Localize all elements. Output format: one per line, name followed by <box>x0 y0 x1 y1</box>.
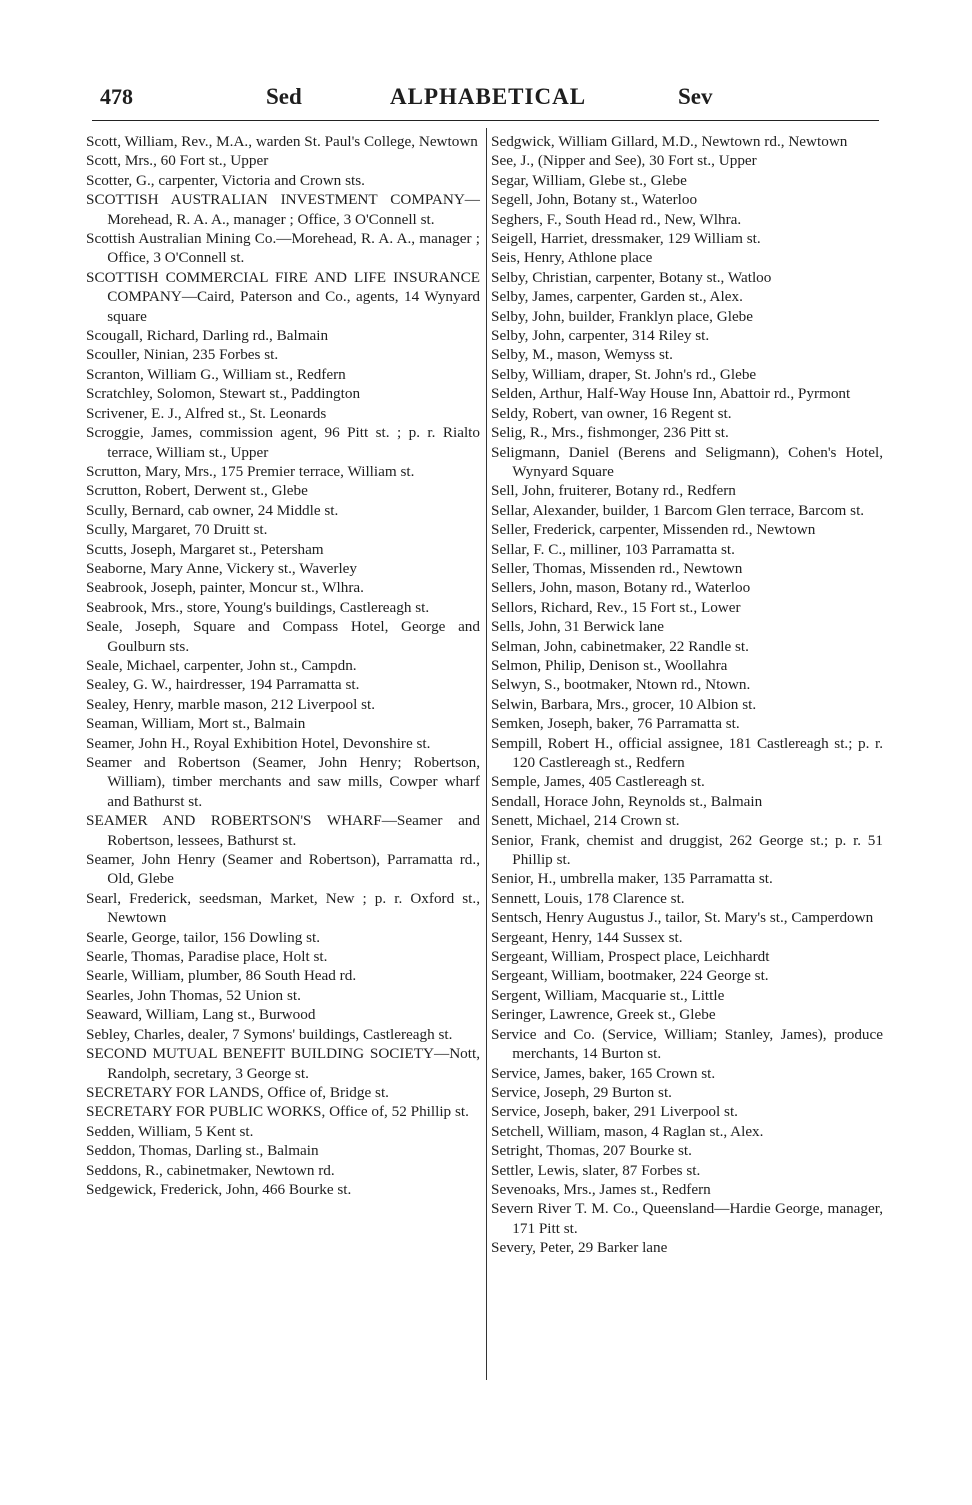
header-first-entry: Sed <box>266 84 302 109</box>
directory-entry: Selby, William, draper, St. John's rd., Glebe <box>491 365 757 383</box>
directory-entry: SECRETARY FOR PUBLIC WORKS, Office of, 52 Phillip st. <box>86 1103 469 1121</box>
directory-entry: Sergeant, Henry, 144 Sussex st. <box>491 928 683 946</box>
directory-entry: Sell, John, fruiterer, Botany rd., Redfern <box>491 482 736 500</box>
directory-entry: Segar, William, Glebe st., Glebe <box>491 171 687 189</box>
directory-entry: Segell, John, Botany st., Waterloo <box>491 191 698 209</box>
directory-entry: Sergeant, William, bootmaker, 224 George st. <box>491 967 769 985</box>
directory-entry: See, J., (Nipper and See), 30 Fort st., Upper <box>491 152 757 170</box>
directory-entry: Scrivener, E. J., Alfred st., St. Leonards <box>86 404 327 422</box>
directory-entry: Sennett, Louis, 178 Clarence st. <box>491 889 685 907</box>
column-divider <box>486 128 487 1380</box>
directory-entry: Senior, H., umbrella maker, 135 Parramatta st. <box>491 870 773 888</box>
directory-entry: Sellar, Alexander, builder, 1 Barcom Glen terrace, Barcom st. <box>491 501 865 519</box>
directory-entry: Scott, William, Rev., M.A., warden St. Paul's College, Newtown <box>86 133 478 150</box>
directory-entry: Sergeant, William, Prospect place, Leichhardt <box>491 948 770 966</box>
directory-entry: Severy, Peter, 29 Barker lane <box>491 1239 668 1257</box>
directory-entry: Service, Joseph, 29 Burton st. <box>491 1083 672 1101</box>
directory-entry: Seaman, William, Mort st., Balmain <box>86 715 306 733</box>
directory-entry: Scouller, Ninian, 235 Forbes st. <box>86 346 279 364</box>
directory-entry: Senett, Michael, 214 Crown st. <box>491 812 680 830</box>
directory-entry: Sellar, F. C., milliner, 103 Parramatta st. <box>491 540 735 558</box>
directory-entry: Searle, George, tailor, 156 Dowling st. <box>86 928 321 946</box>
directory-entry: Seabrook, Mrs., store, Young's buildings, Castlereagh st. <box>86 598 430 616</box>
directory-entry: Scottish Australian Mining Co.—Morehead, R. A. A., manager ; Office, 3 O'Connell st. <box>86 230 480 267</box>
directory-entry: Searle, Thomas, Paradise place, Holt st. <box>86 948 328 966</box>
directory-entry: Seller, Frederick, carpenter, Missenden rd., Newtown <box>491 521 816 539</box>
directory-entry: Searl, Frederick, seedsman, Market, New ; p. r. Oxford st., Newtown <box>86 889 480 927</box>
directory-entry: SCOTTISH COMMERCIAL FIRE AND LIFE INSURANCE COMPANY—Caird, Paterson and Co., agents, 14 Wynyard square <box>86 268 480 325</box>
directory-entry: Scroggie, James, commission agent, 96 Pitt st. ; p. r. Rialto terrace, William st., Upper <box>86 424 480 461</box>
directory-entry: Sedgewick, Frederick, John, 466 Bourke st. <box>86 1180 352 1198</box>
directory-entry: Scougall, Richard, Darling rd., Balmain <box>86 327 329 345</box>
directory-entry: Scully, Bernard, cab owner, 24 Middle st. <box>86 501 339 519</box>
directory-entry: Selden, Arthur, Half-Way House Inn, Abattoir rd., Pyrmont <box>491 385 851 403</box>
directory-entry: Service, James, baker, 165 Crown st. <box>491 1064 716 1082</box>
directory-entry: Sellers, John, mason, Botany rd., Waterloo <box>491 579 751 597</box>
directory-entry: Seamer and Robertson (Seamer, John Henry; Robertson, William), timber merchants and saw mills, Cowper wharf and Bathurst st. <box>86 754 480 810</box>
directory-entry: Scrutton, Mary, Mrs., 175 Premier terrace, William st. <box>86 462 415 480</box>
directory-entry: Severn River T. M. Co., Queensland—Hardie George, manager, 171 Pitt st. <box>491 1200 883 1237</box>
directory-entry: Sendall, Horace John, Reynolds st., Balmain <box>491 792 763 810</box>
directory-entry: Service, Joseph, baker, 291 Liverpool st. <box>491 1103 738 1121</box>
directory-entry: Semken, Joseph, baker, 76 Parramatta st. <box>491 715 740 733</box>
directory-entry: Seigell, Harriet, dressmaker, 129 William st. <box>491 230 761 248</box>
directory-entry: Scotter, G., carpenter, Victoria and Crown sts. <box>86 171 365 189</box>
directory-entry: Seligmann, Daniel (Berens and Seligmann), Cohen's Hotel, Wynyard Square <box>491 443 883 480</box>
directory-entry: Sempill, Robert H., official assignee, 181 Castlereagh st.; p. r. 120 Castlereagh st., Redfern <box>491 734 883 771</box>
directory-entry: SEAMER AND ROBERTSON'S WHARF—Seamer and Robertson, lessees, Bathurst st. <box>86 812 480 849</box>
directory-entry: Seis, Henry, Athlone place <box>491 249 653 267</box>
directory-entry: Selman, John, cabinetmaker, 22 Randle st. <box>491 637 749 655</box>
directory-entry: Senior, Frank, chemist and druggist, 262 George st.; p. r. 51 Phillip st. <box>491 831 883 869</box>
page-number: 478 <box>100 84 133 109</box>
directory-entry: Setchell, William, mason, 4 Raglan st., Alex. <box>491 1122 764 1140</box>
directory-entry: Setright, Thomas, 207 Bourke st. <box>491 1142 692 1160</box>
directory-entry: Sellors, Richard, Rev., 15 Fort st., Lower <box>491 598 741 616</box>
directory-entry: SECRETARY FOR LANDS, Office of, Bridge st. <box>86 1083 389 1101</box>
directory-entry: Sebley, Charles, dealer, 7 Symons' buildings, Castlereagh st. <box>86 1025 453 1043</box>
directory-entry: Selmon, Philip, Denison st., Woollahra <box>491 656 728 674</box>
directory-entry: SECOND MUTUAL BENEFIT BUILDING SOCIETY—Nott, Randolph, secretary, 3 George st. <box>86 1045 480 1082</box>
directory-entry: Sealey, G. W., hairdresser, 194 Parramatta st. <box>86 676 360 694</box>
directory-entry: Selig, R., Mrs., fishmonger, 236 Pitt st. <box>491 424 729 442</box>
directory-entry: Seabrook, Joseph, painter, Moncur st., Wlhra. <box>86 579 364 597</box>
directory-entry: Scranton, William G., William st., Redfern <box>86 365 346 383</box>
directory-entry: Searle, William, plumber, 86 South Head rd. <box>86 967 357 985</box>
header-title: ALPHABETICAL <box>390 84 587 109</box>
directory-entry: Selby, John, builder, Franklyn place, Glebe <box>491 307 754 325</box>
directory-entry: Seaborne, Mary Anne, Vickery st., Waverley <box>86 559 358 577</box>
directory-entry: Settler, Lewis, slater, 87 Forbes st. <box>491 1161 701 1179</box>
directory-entry: Sentsch, Henry Augustus J., tailor, St. Mary's st., Camperdown <box>491 909 874 927</box>
directory-entry: Selby, Christian, carpenter, Botany st., Watloo <box>491 268 772 286</box>
directory-entry: Seamer, John Henry (Seamer and Robertson), Parramatta rd., Old, Glebe <box>86 851 480 888</box>
right-column <box>491 132 883 1258</box>
directory-entry: Seringer, Lawrence, Greek st., Glebe <box>491 1006 716 1024</box>
directory-entry: Sells, John, 31 Berwick lane <box>491 618 664 636</box>
directory-entry: Semple, James, 405 Castlereagh st. <box>491 773 705 791</box>
directory-entry: Selby, John, carpenter, 314 Riley st. <box>491 327 710 345</box>
directory-entry: Scrutton, Robert, Derwent st., Glebe <box>86 482 308 500</box>
directory-entry: SCOTTISH AUSTRALIAN INVESTMENT COMPANY—Morehead, R. A. A., manager ; Office, 3 O'Connell st. <box>86 191 480 228</box>
directory-entry: Seale, Michael, carpenter, John st., Campdn. <box>86 656 357 674</box>
directory-entry: Selby, James, carpenter, Garden st., Alex. <box>491 288 743 306</box>
directory-entry: Selby, M., mason, Wemyss st. <box>491 346 673 364</box>
directory-entry: Scully, Margaret, 70 Druitt st. <box>86 521 268 539</box>
directory-entry: Seghers, F., South Head rd., New, Wlhra. <box>491 210 742 228</box>
directory-entry: Selwin, Barbara, Mrs., grocer, 10 Albion st. <box>491 695 757 713</box>
directory-entry: Seale, Joseph, Square and Compass Hotel, George and Goulburn sts. <box>86 618 480 655</box>
directory-entry: Seddons, R., cabinetmaker, Newtown rd. <box>86 1161 335 1179</box>
directory-entry: Seldy, Robert, van owner, 16 Regent st. <box>491 404 732 422</box>
directory-entry: Scratchley, Solomon, Stewart st., Paddington <box>86 385 361 403</box>
directory-entry: Seamer, John H., Royal Exhibition Hotel, Devonshire st. <box>86 734 431 752</box>
directory-entry: Scott, Mrs., 60 Fort st., Upper <box>86 152 269 170</box>
directory-entry: Sedgwick, William Gillard, M.D., Newtown rd., Newtown <box>491 133 848 150</box>
directory-entry: Seddon, Thomas, Darling st., Balmain <box>86 1142 319 1160</box>
directory-entry: Seaward, William, Lang st., Burwood <box>86 1006 316 1024</box>
left-column <box>86 132 480 1199</box>
directory-entry: Selwyn, S., bootmaker, Ntown rd., Ntown. <box>491 676 751 694</box>
directory-entry: Sealey, Henry, marble mason, 212 Liverpool st. <box>86 695 376 713</box>
directory-entry: Seller, Thomas, Missenden rd., Newtown <box>491 559 743 577</box>
directory-entry: Scutts, Joseph, Margaret st., Petersham <box>86 540 324 558</box>
directory-entry: Service and Co. (Service, William; Stanley, James), produce merchants, 14 Burton st. <box>491 1025 883 1063</box>
directory-entry: Searles, John Thomas, 52 Union st. <box>86 986 301 1004</box>
running-header <box>90 84 880 118</box>
directory-entry: Sergent, William, Macquarie st., Little <box>491 986 725 1004</box>
directory-entry: Sedden, William, 5 Kent st. <box>86 1122 254 1140</box>
directory-entry: Sevenoaks, Mrs., James st., Redfern <box>491 1180 711 1198</box>
header-last-entry: Sev <box>678 84 713 109</box>
header-rule <box>92 120 879 121</box>
